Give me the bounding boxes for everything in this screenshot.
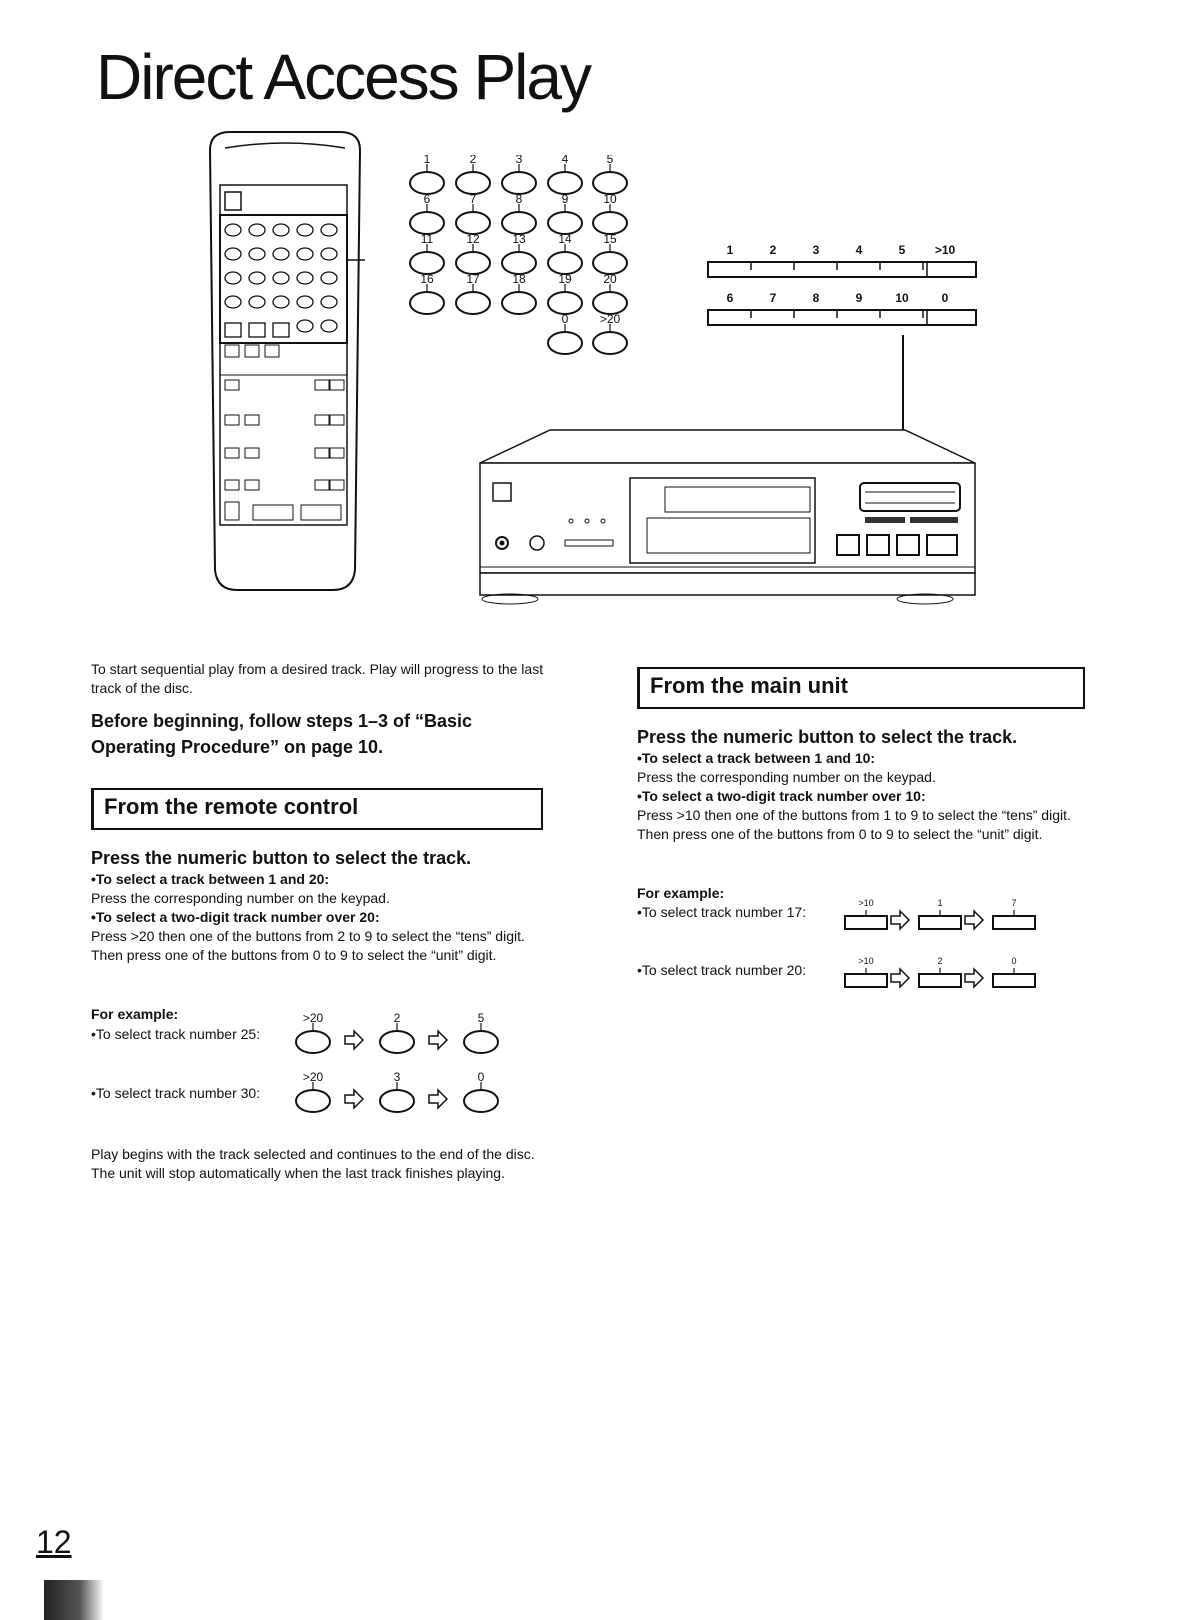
unit-keypad-label: 9 [855, 291, 863, 305]
sequence-button [464, 1070, 498, 1112]
sequence-arrow [345, 1031, 363, 1049]
svg-text:>10: >10 [858, 898, 874, 908]
svg-text:8: 8 [515, 192, 523, 206]
remote-keypad-button [456, 232, 490, 274]
sequence-button [296, 1070, 330, 1112]
svg-text:19: 19 [558, 272, 572, 286]
remote-section-heading: From the remote control [91, 788, 543, 830]
remote-example-label: For example: [91, 1006, 179, 1022]
unit-keypad-strip [708, 262, 976, 277]
svg-text:3: 3 [515, 155, 523, 166]
sequence-key [845, 898, 887, 929]
unit-bullet-2: •To select a two-digit track number over 10: [637, 788, 926, 804]
remote-keypad-button [548, 155, 582, 194]
svg-text:18: 18 [512, 272, 526, 286]
unit-instructions [637, 749, 1089, 844]
remote-instructions [91, 870, 551, 965]
remote-keypad-button [593, 192, 627, 234]
unit-keypad-label: 1 [726, 243, 734, 257]
unit-keypad-label: 4 [855, 243, 863, 257]
remote-example-2-text: •To select track number 30: [91, 1085, 261, 1101]
remote-keypad-button [548, 272, 582, 314]
svg-text:3: 3 [393, 1070, 401, 1084]
svg-text:14: 14 [558, 232, 572, 246]
svg-text:2: 2 [393, 1011, 401, 1025]
remote-example-1-text: •To select track number 25: [91, 1026, 261, 1042]
before-beginning-note: Before beginning, follow steps 1–3 of “Basic Operating Procedure” on page 10. [91, 711, 473, 757]
page-title: Direct Access Play [96, 41, 590, 113]
svg-text:12: 12 [466, 232, 480, 246]
sequence-key [919, 898, 961, 929]
svg-text:16: 16 [420, 272, 434, 286]
unit-keypad-label: 2 [769, 243, 777, 257]
svg-text:1: 1 [423, 155, 431, 166]
svg-text:>20: >20 [302, 1011, 324, 1025]
sequence-arrow [345, 1090, 363, 1108]
svg-text:>10: >10 [858, 956, 874, 966]
unit-keypad-label: >10 [934, 243, 956, 257]
svg-text:13: 13 [512, 232, 526, 246]
sequence-button [380, 1070, 414, 1112]
remote-keypad-button [456, 155, 490, 194]
remote-bullet-1: •To select a track between 1 and 20: [91, 871, 330, 887]
unit-keypad-label: 0 [941, 291, 949, 305]
svg-text:9: 9 [561, 192, 569, 206]
svg-text:5: 5 [477, 1011, 485, 1025]
sequence-key [845, 956, 887, 987]
closing-text: Play begins with the track selected and continues to the end of the disc. The unit will stop automatically when the last track finishes playing. [91, 1146, 535, 1181]
unit-keypad-strip [708, 310, 976, 325]
remote-keypad-button [410, 192, 444, 234]
remote-line-1: Press the corresponding number on the keypad. [91, 890, 390, 906]
remote-keypad-button [593, 272, 627, 314]
remote-control-illustration [205, 130, 365, 595]
sequence-arrow [429, 1090, 447, 1108]
remote-keypad-button [456, 192, 490, 234]
sequence-arrow [965, 969, 983, 987]
unit-line-2: Press >10 then one of the buttons from 1 to 9 to select the “tens” digit. Then press one of the buttons from 0 to 9 to select the “unit” digit. [637, 807, 1071, 842]
remote-keypad-enlarged [405, 155, 635, 355]
unit-keypad-label: 7 [769, 291, 777, 305]
svg-text:6: 6 [423, 192, 431, 206]
unit-example-1-sequence [843, 894, 1043, 939]
svg-text:10: 10 [603, 192, 617, 206]
unit-keypad-label: 10 [895, 291, 909, 305]
svg-text:7: 7 [469, 192, 477, 206]
sequence-key [919, 956, 961, 987]
svg-text:4: 4 [561, 155, 569, 166]
svg-text:5: 5 [606, 155, 614, 166]
svg-text:7: 7 [1011, 898, 1017, 908]
svg-text:0: 0 [477, 1070, 485, 1084]
remote-keypad-button [410, 272, 444, 314]
unit-press-instruction: Press the numeric button to select the track. [637, 727, 1018, 747]
sequence-arrow [429, 1031, 447, 1049]
scan-mark [44, 1580, 104, 1620]
unit-keypad-label: 8 [812, 291, 820, 305]
svg-text:>20: >20 [302, 1070, 324, 1084]
unit-line-1: Press the corresponding number on the keypad. [637, 769, 936, 785]
unit-keypad-label: 3 [812, 243, 820, 257]
unit-keypad-enlarged [705, 240, 980, 330]
sequence-arrow [965, 911, 983, 929]
sequence-arrow [891, 969, 909, 987]
svg-text:15: 15 [603, 232, 617, 246]
sequence-key [993, 898, 1035, 929]
svg-text:0: 0 [1011, 956, 1017, 966]
remote-press-instruction: Press the numeric button to select the track. [91, 848, 472, 868]
remote-line-2: Press >20 then one of the buttons from 2 to 9 to select the “tens” digit. Then press one of the buttons from 0 to 9 to select the “unit” digit. [91, 928, 525, 963]
remote-keypad-button [456, 272, 490, 314]
svg-text:0: 0 [561, 312, 569, 326]
sequence-button [296, 1011, 330, 1053]
remote-keypad-button [593, 232, 627, 274]
unit-example-2-sequence [843, 952, 1043, 997]
svg-text:17: 17 [466, 272, 480, 286]
svg-text:2: 2 [469, 155, 477, 166]
remote-keypad-button [593, 155, 627, 194]
remote-keypad-button [548, 232, 582, 274]
intro-text: To start sequential play from a desired track. Play will progress to the last track of the disc. [91, 661, 544, 696]
sequence-button [464, 1011, 498, 1053]
svg-text:11: 11 [420, 232, 434, 246]
unit-bullet-1: •To select a track between 1 and 10: [637, 750, 876, 766]
remote-keypad-button [502, 232, 536, 274]
remote-bullet-2: •To select a two-digit track number over 20: [91, 909, 380, 925]
remote-keypad-button [410, 232, 444, 274]
svg-text:2: 2 [937, 956, 943, 966]
remote-keypad-button [410, 155, 444, 194]
svg-text:>20: >20 [599, 312, 621, 326]
unit-example-2-text: •To select track number 20: [637, 962, 807, 978]
sequence-key [993, 956, 1035, 987]
sequence-arrow [891, 911, 909, 929]
remote-example-2-sequence [295, 1069, 515, 1122]
page-number: 12 [36, 1524, 72, 1560]
remote-keypad-button [548, 192, 582, 234]
remote-keypad-button [502, 192, 536, 234]
unit-section-heading: From the main unit [637, 667, 1085, 709]
unit-example-1-text: •To select track number 17: [637, 904, 807, 920]
cd-player-illustration [475, 335, 985, 610]
remote-keypad-button [502, 155, 536, 194]
unit-keypad-label: 5 [898, 243, 906, 257]
remote-example-1-sequence [295, 1010, 515, 1063]
remote-keypad-button [502, 272, 536, 314]
sequence-button [380, 1011, 414, 1053]
unit-keypad-label: 6 [726, 291, 734, 305]
unit-example-label: For example: [637, 885, 725, 901]
svg-text:20: 20 [603, 272, 617, 286]
svg-text:1: 1 [937, 898, 943, 908]
